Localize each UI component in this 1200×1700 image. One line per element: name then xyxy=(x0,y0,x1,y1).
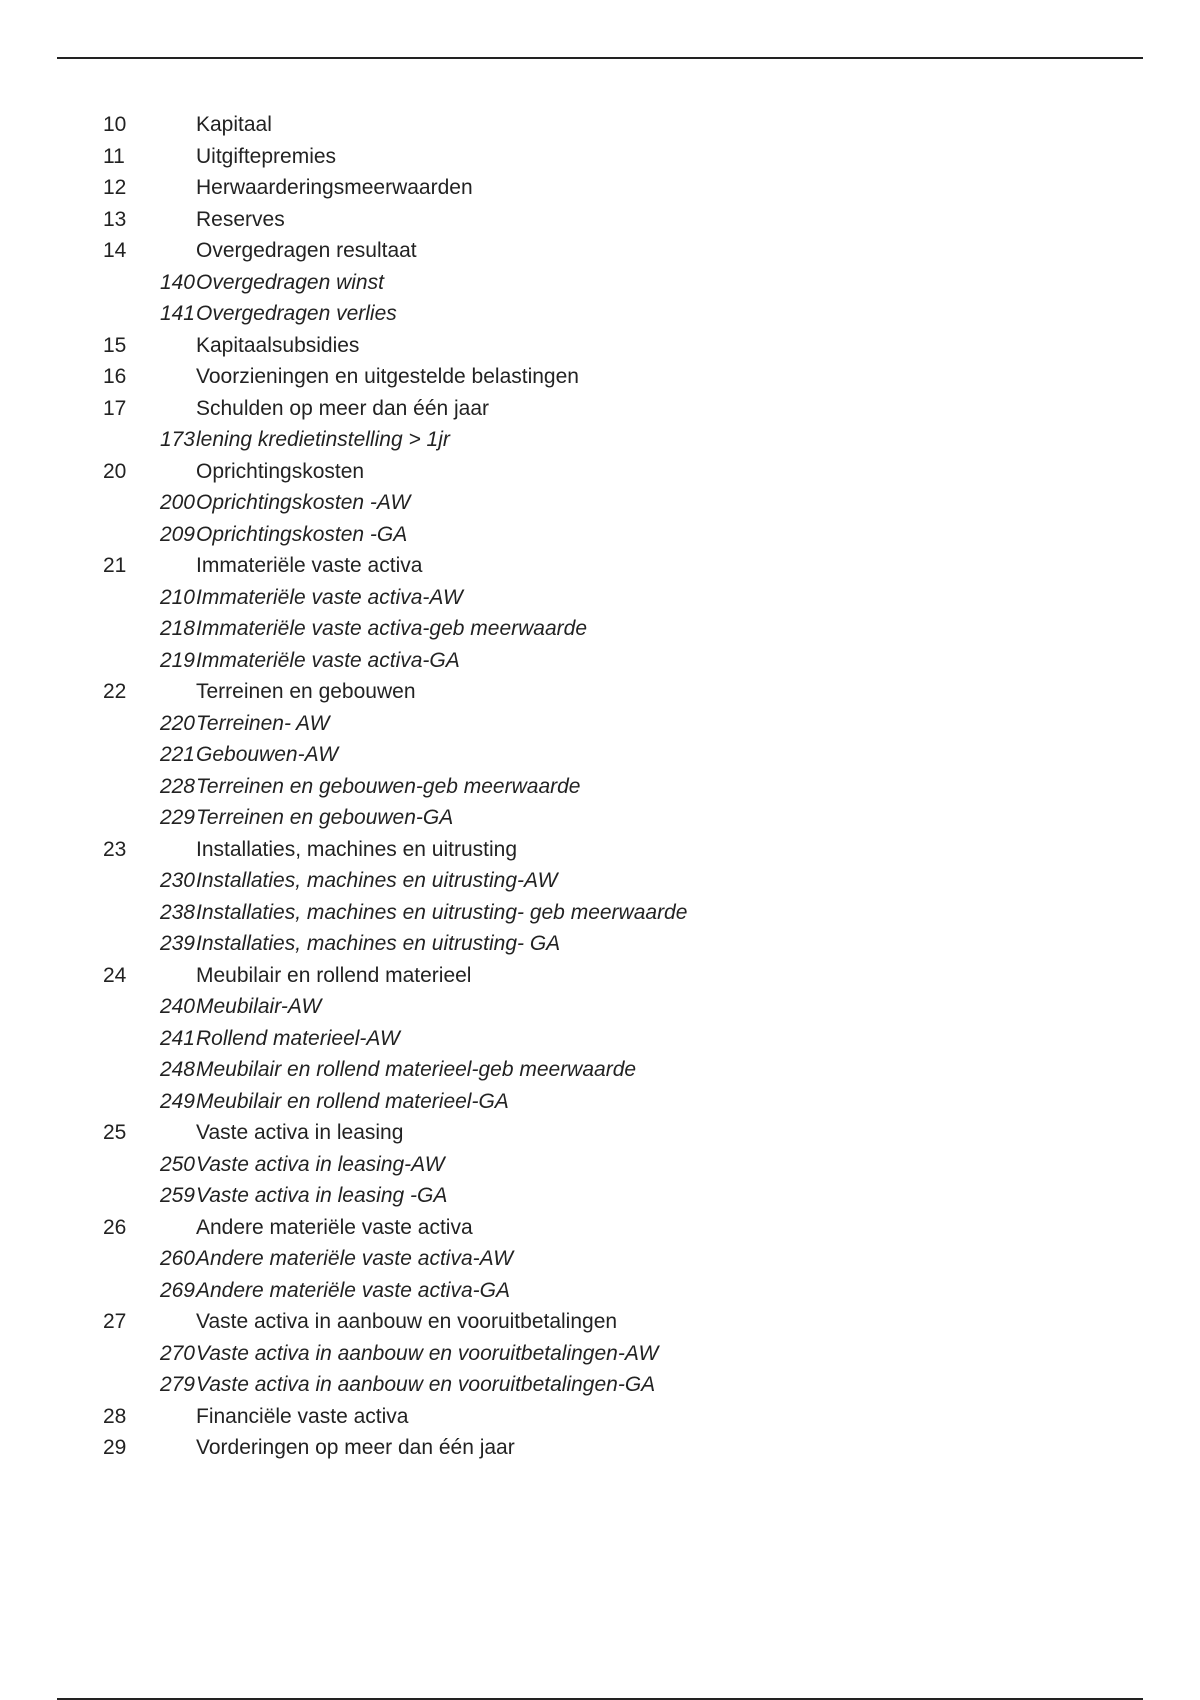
account-code: 26 xyxy=(103,1215,127,1239)
account-label: Voorzieningen en uitgestelde belastingen xyxy=(196,365,579,388)
account-code: 20 xyxy=(103,459,127,483)
account-label: Uitgiftepremies xyxy=(196,144,337,168)
sub-account-row xyxy=(0,1149,1200,1181)
sub-account-row xyxy=(0,1338,1200,1370)
account-row xyxy=(0,109,1200,141)
account-row xyxy=(0,393,1200,425)
account-label: Immateriële vaste activa-AW xyxy=(196,585,463,609)
account-label: Installaties, machines en uitrusting xyxy=(196,837,517,861)
account-label: Immateriële vaste activa-GA xyxy=(196,648,460,672)
account-row xyxy=(0,330,1200,362)
account-label: Installaties, machines en uitrusting- GA xyxy=(196,932,561,955)
account-label: Vaste activa in leasing -GA xyxy=(196,1184,448,1207)
account-code: 21 xyxy=(103,554,127,577)
sub-account-row xyxy=(0,613,1200,645)
account-code: 16 xyxy=(103,365,127,388)
account-row xyxy=(0,1306,1200,1338)
account-label: Vaste activa in aanbouw en vooruitbetalingen-AW xyxy=(196,1341,659,1365)
account-label: Andere materiële vaste activa xyxy=(196,1215,473,1239)
account-code: 12 xyxy=(103,176,127,199)
account-code: 269 xyxy=(159,1278,195,1302)
account-row xyxy=(0,172,1200,204)
account-row xyxy=(0,456,1200,488)
account-label: Terreinen en gebouwen-geb meerwaarde xyxy=(196,774,581,798)
account-label: Kapitaalsubsidies xyxy=(196,333,360,357)
account-label: Vorderingen op meer dan één jaar xyxy=(196,1436,515,1459)
account-code: 239 xyxy=(159,932,195,955)
account-code: 259 xyxy=(159,1184,195,1207)
account-list xyxy=(0,109,1200,1464)
account-code: 248 xyxy=(159,1058,195,1081)
sub-account-row xyxy=(0,928,1200,960)
sub-account-row xyxy=(0,865,1200,897)
account-row xyxy=(0,361,1200,393)
account-code: 210 xyxy=(159,585,195,609)
account-label: Meubilair en rollend materieel-GA xyxy=(196,1089,509,1113)
sub-account-row xyxy=(0,1054,1200,1086)
account-label: Vaste activa in leasing-AW xyxy=(196,1152,445,1176)
account-code: 279 xyxy=(159,1373,195,1396)
account-row xyxy=(0,235,1200,267)
account-code: 249 xyxy=(159,1089,195,1113)
account-label: Gebouwen-AW xyxy=(196,743,339,766)
account-label: Immateriële vaste activa xyxy=(196,554,423,577)
account-row xyxy=(0,1432,1200,1464)
sub-account-row xyxy=(0,802,1200,834)
account-code: 11 xyxy=(103,144,125,168)
account-label: Herwaarderingsmeerwaarden xyxy=(196,176,473,199)
sub-account-row xyxy=(0,771,1200,803)
account-label: Oprichtingskosten xyxy=(196,459,365,483)
sub-account-row xyxy=(0,1275,1200,1307)
sub-account-row xyxy=(0,645,1200,677)
account-label: Meubilair-AW xyxy=(196,995,322,1018)
account-label: Reserves xyxy=(196,207,285,231)
account-code: 270 xyxy=(159,1341,195,1365)
account-row xyxy=(0,834,1200,866)
account-label: Oprichtingskosten -AW xyxy=(196,491,411,514)
account-label: lening kredietinstelling > 1jr xyxy=(196,428,450,451)
account-code: 15 xyxy=(103,333,127,357)
sub-account-row xyxy=(0,1023,1200,1055)
account-row xyxy=(0,550,1200,582)
account-code: 27 xyxy=(103,1310,127,1333)
account-code: 250 xyxy=(159,1152,195,1176)
account-code: 238 xyxy=(159,900,195,924)
sub-account-row xyxy=(0,897,1200,929)
account-label: Overgedragen winst xyxy=(196,270,384,294)
account-code: 23 xyxy=(103,837,127,861)
account-label: Terreinen- AW xyxy=(196,711,330,735)
account-code: 230 xyxy=(159,869,195,892)
account-row xyxy=(0,960,1200,992)
account-row xyxy=(0,1117,1200,1149)
account-label: Oprichtingskosten -GA xyxy=(196,522,408,546)
sub-account-row xyxy=(0,1243,1200,1275)
account-label: Overgedragen verlies xyxy=(196,302,397,325)
account-label: Terreinen en gebouwen-GA xyxy=(196,806,454,829)
account-code: 140 xyxy=(159,270,195,294)
account-label: Rollend materieel-AW xyxy=(196,1026,400,1050)
account-row xyxy=(0,1401,1200,1433)
sub-account-row xyxy=(0,1180,1200,1212)
account-code: 22 xyxy=(103,680,127,703)
header-rule xyxy=(57,57,1143,59)
sub-account-row xyxy=(0,519,1200,551)
account-code: 219 xyxy=(159,648,195,672)
account-code: 28 xyxy=(103,1404,127,1428)
account-label: Andere materiële vaste activa-GA xyxy=(196,1278,510,1302)
account-code: 260 xyxy=(159,1247,195,1270)
sub-account-row xyxy=(0,1369,1200,1401)
account-code: 229 xyxy=(159,806,195,829)
account-code: 218 xyxy=(159,617,195,640)
account-code: 173 xyxy=(159,428,195,451)
sub-account-row xyxy=(0,708,1200,740)
sub-account-row xyxy=(0,267,1200,299)
account-code: 10 xyxy=(103,113,127,136)
sub-account-row xyxy=(0,298,1200,330)
account-code: 14 xyxy=(103,239,127,262)
account-code: 228 xyxy=(159,774,195,798)
account-code: 240 xyxy=(159,995,195,1018)
account-label: Installaties, machines en uitrusting- geb meerwaarde xyxy=(196,900,688,924)
account-code: 200 xyxy=(159,491,195,514)
account-row xyxy=(0,204,1200,236)
account-code: 209 xyxy=(159,522,195,546)
account-code: 24 xyxy=(103,963,127,987)
sub-account-row xyxy=(0,487,1200,519)
account-code: 17 xyxy=(103,396,127,420)
account-label: Meubilair en rollend materieel-geb meerwaarde xyxy=(196,1058,637,1081)
account-label: Schulden op meer dan één jaar xyxy=(196,396,490,420)
account-row xyxy=(0,676,1200,708)
account-label: Installaties, machines en uitrusting-AW xyxy=(196,869,558,892)
account-code: 241 xyxy=(159,1026,195,1050)
account-code: 221 xyxy=(159,743,195,766)
account-row xyxy=(0,1212,1200,1244)
account-code: 25 xyxy=(103,1121,127,1144)
account-code: 141 xyxy=(159,302,195,325)
sub-account-row xyxy=(0,582,1200,614)
account-label: Overgedragen resultaat xyxy=(196,239,417,262)
sub-account-row xyxy=(0,1086,1200,1118)
account-label: Kapitaal xyxy=(196,113,272,136)
account-label: Immateriële vaste activa-geb meerwaarde xyxy=(196,617,588,640)
sub-account-row xyxy=(0,991,1200,1023)
account-label: Terreinen en gebouwen xyxy=(196,680,416,703)
account-label: Meubilair en rollend materieel xyxy=(196,963,472,987)
account-label: Vaste activa in leasing xyxy=(196,1121,404,1144)
account-code: 13 xyxy=(103,207,127,231)
account-label: Vaste activa in aanbouw en vooruitbetalingen-GA xyxy=(196,1373,656,1396)
sub-account-row xyxy=(0,424,1200,456)
account-label: Vaste activa in aanbouw en vooruitbetalingen xyxy=(196,1310,618,1333)
sub-account-row xyxy=(0,739,1200,771)
account-row xyxy=(0,141,1200,173)
account-label: Financiële vaste activa xyxy=(196,1404,409,1428)
account-label: Andere materiële vaste activa-AW xyxy=(196,1247,514,1270)
account-code: 220 xyxy=(159,711,195,735)
account-code: 29 xyxy=(103,1436,127,1459)
